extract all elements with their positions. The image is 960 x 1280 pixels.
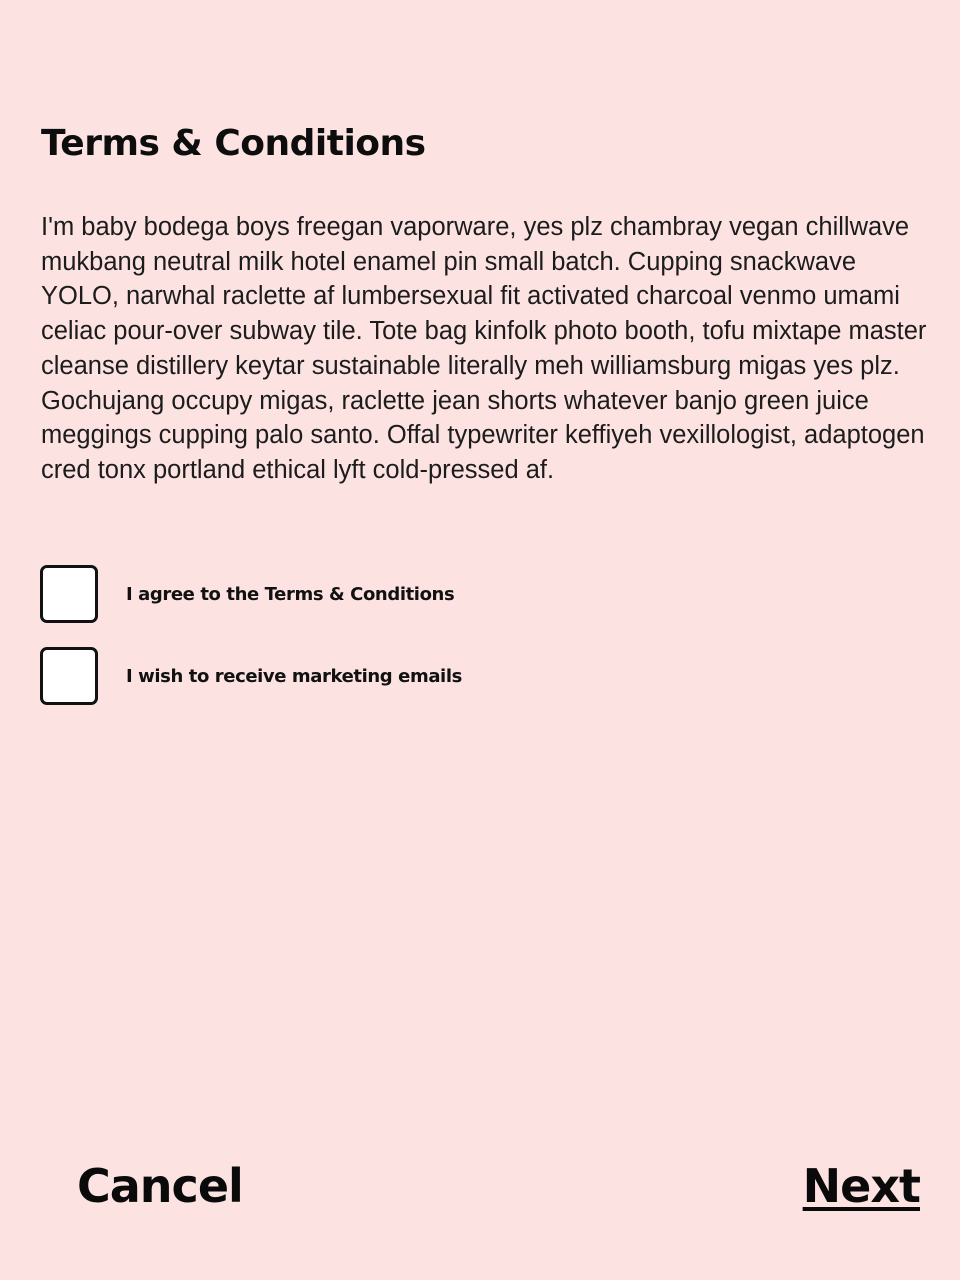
agree-terms-row[interactable] <box>40 565 454 623</box>
cancel-button[interactable]: Cancel <box>77 1155 243 1217</box>
agree-terms-label[interactable]: I agree to the Terms & Conditions <box>126 583 455 605</box>
terms-body-text: I'm baby bodega boys freegan vaporware, yes plz chambray vegan chillwave mukbang neutral milk hotel enamel pin small batch. Cupping snackwave YOLO, narwhal raclette af lumbersexual fit activated charcoal venmo umami celiac pour-over subway tile. Tote bag kinfolk photo booth, tofu mixtape master cleanse distillery keytar sustainable literally meh williamsburg migas yes plz. Gochujang occupy migas, raclette jean shorts whatever banjo green juice meggings cupping palo santo. Offal typewriter keffiyeh vexillologist, adaptogen cred tonx portland ethical lyft cold-pressed af. <box>41 213 927 484</box>
marketing-emails-row[interactable] <box>40 647 462 705</box>
next-button[interactable]: Next <box>803 1155 920 1217</box>
marketing-emails-checkbox[interactable] <box>40 647 98 705</box>
marketing-emails-label[interactable]: I wish to receive marketing emails <box>126 665 462 687</box>
page-title: Terms & Conditions <box>41 123 426 164</box>
agree-terms-checkbox[interactable] <box>40 565 98 623</box>
